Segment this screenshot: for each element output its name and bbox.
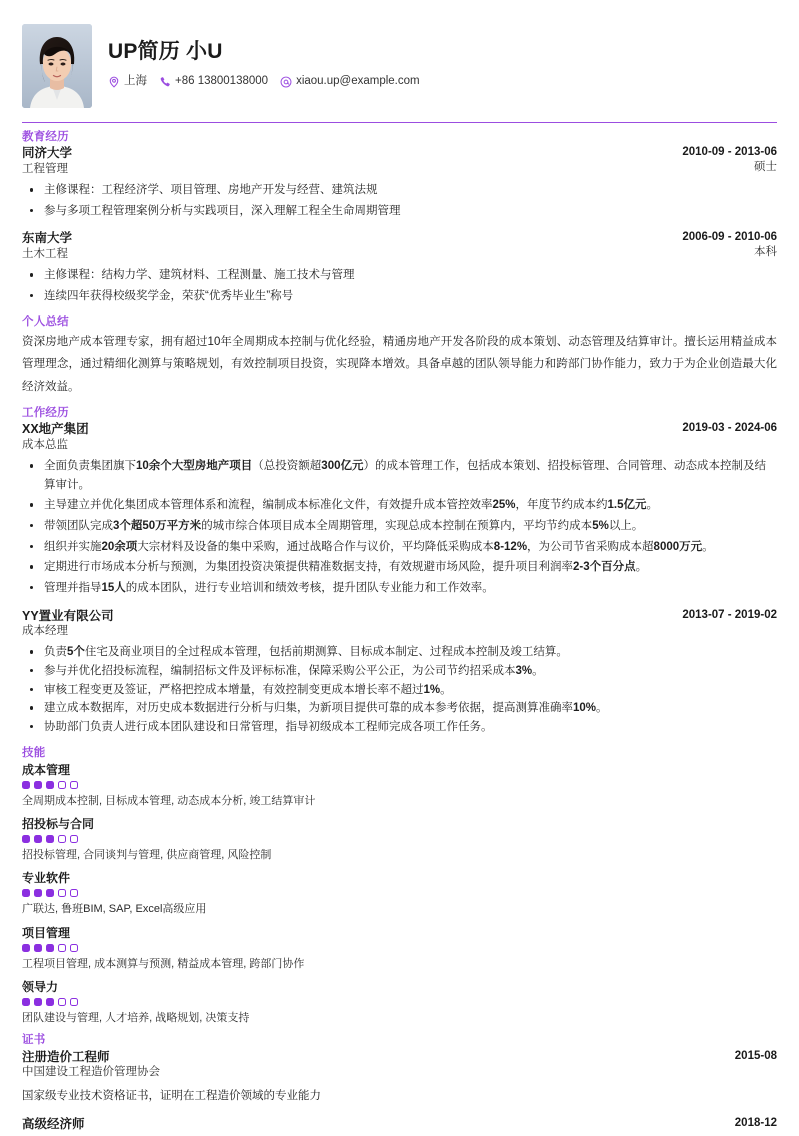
section-title-certificates: 证书 (22, 1034, 46, 1047)
list-item: 参与多项工程管理案例分析与实践项目，深入理解工程全生命周期管理 (22, 202, 777, 221)
skill-name: 专业软件 (22, 871, 71, 886)
skill-item (22, 870, 777, 917)
list-item: 审核工程变更及签证，严格把控成本增量，有效控制变更成本增长率不超过1%。 (22, 681, 777, 700)
skill-dot-filled (22, 781, 30, 789)
header-text (108, 24, 777, 89)
work-title: 成本总监 (22, 438, 68, 451)
skill-dot-filled (46, 835, 54, 843)
education-degree: 硕士 (754, 161, 777, 174)
skill-dot-filled (22, 998, 30, 1006)
section-title-skills: 技能 (22, 747, 46, 760)
work-company: YY置业有限公司 (22, 608, 114, 623)
contact-email-text: xiaou.up@example.com (296, 75, 420, 88)
education-date: 2006-09 - 2010-06 (682, 231, 777, 244)
contact-email (280, 75, 420, 89)
skill-name: 招投标与合同 (22, 817, 95, 832)
work-entry (22, 421, 777, 597)
skill-dot-empty (58, 889, 66, 897)
work-date: 2019-03 - 2024-06 (682, 422, 777, 435)
contact-location-text: 上海 (124, 75, 147, 88)
skill-dot-filled (34, 781, 42, 789)
section-work (22, 406, 777, 736)
work-company: XX地产集团 (22, 422, 89, 437)
skill-dot-empty (70, 944, 78, 952)
resume-header (22, 24, 777, 122)
section-education (22, 130, 777, 305)
email-at-icon (280, 76, 292, 88)
skill-dot-filled (46, 944, 54, 952)
education-degree: 本科 (754, 246, 777, 259)
education-entry (22, 145, 777, 220)
section-title-work: 工作经历 (22, 407, 69, 420)
certificate-date: 2018-12 (734, 1116, 777, 1129)
skill-dot-filled (34, 944, 42, 952)
skill-dot-filled (34, 889, 42, 897)
skill-description: 全周期成本控制, 目标成本管理, 动态成本分析, 竣工结算审计 (22, 794, 316, 807)
certificate-name: 高级经济师 (22, 1116, 85, 1131)
skill-name: 项目管理 (22, 925, 71, 940)
skill-level-dots (22, 944, 777, 952)
skill-level-dots (22, 835, 777, 843)
skill-dot-empty (70, 889, 78, 897)
contact-location (108, 75, 147, 89)
certificate-date: 2015-08 (734, 1049, 777, 1062)
skill-item (22, 925, 777, 972)
skill-dot-filled (22, 835, 30, 843)
candidate-name: UP简历 小U (108, 40, 223, 63)
list-item: 主修课程：结构力学、建筑材料、工程测量、施工技术与管理 (22, 266, 777, 285)
skill-description: 团队建设与管理, 人才培养, 战略规划, 决策支持 (22, 1011, 250, 1024)
skill-dot-filled (34, 998, 42, 1006)
skill-dot-empty (70, 998, 78, 1006)
list-item: 协助部门负责人进行成本团队建设和日常管理，指导初级成本工程师完成各项工作任务。 (22, 718, 777, 737)
certificate-description: 国家级专业技术资格证书，证明在工程造价领域的专业能力 (22, 1090, 321, 1103)
skill-dot-filled (46, 889, 54, 897)
work-title: 成本经理 (22, 624, 68, 637)
skill-dot-empty (58, 998, 66, 1006)
skill-level-dots (22, 889, 777, 897)
certificate-name: 注册造价工程师 (22, 1049, 110, 1064)
work-bullets (22, 457, 777, 597)
skill-level-dots (22, 998, 777, 1006)
skill-dot-empty (58, 781, 66, 789)
certificate-issuer: 中国建设工程造价管理协会 (22, 1065, 160, 1078)
location-pin-icon (108, 76, 120, 88)
work-bullets (22, 643, 777, 736)
skill-dot-filled (46, 781, 54, 789)
skill-dot-filled (46, 998, 54, 1006)
section-summary (22, 315, 777, 398)
skill-dot-filled (22, 944, 30, 952)
section-title-education: 教育经历 (22, 131, 69, 143)
list-item: 建立成本数据库，对历史成本数据进行分析与归集，为新项目提供可靠的成本参考依据，提高测算准确率10%。 (22, 699, 777, 718)
list-item: 组织并实施20余项大宗材料及设备的集中采购，通过战略合作与议价，平均降低采购成本8-12%，为公司节省采购成本超8000万元。 (22, 538, 777, 557)
section-skills (22, 746, 777, 1026)
phone-icon (159, 76, 171, 88)
section-title-summary: 个人总结 (22, 316, 69, 329)
skill-item (22, 762, 777, 809)
work-date: 2013-07 - 2019-02 (682, 608, 777, 621)
education-date: 2010-09 - 2013-06 (682, 146, 777, 159)
skill-name: 成本管理 (22, 762, 71, 777)
list-item: 参与并优化招投标流程，编制招标文件及评标标准，保障采购公平公正，为公司节约招采成本3%。 (22, 662, 777, 681)
education-major: 工程管理 (22, 162, 68, 175)
contact-phone-text: +86 13800138000 (175, 75, 269, 88)
skill-dot-filled (22, 889, 30, 897)
skill-level-dots (22, 781, 777, 789)
contact-list (108, 75, 777, 89)
list-item: 定期进行市场成本分析与预测，为集团投资决策提供精准数据支持，有效规避市场风险，提升项目利润率2-3个百分点。 (22, 558, 777, 577)
list-item: 主修课程：工程经济学、项目管理、房地产开发与经营、建筑法规 (22, 181, 777, 200)
skill-item (22, 979, 777, 1026)
skill-description: 招投标管理, 合同谈判与管理, 供应商管理, 风险控制 (22, 848, 272, 861)
work-entry (22, 608, 777, 737)
education-entry (22, 230, 777, 305)
list-item: 主导建立并优化集团成本管理体系和流程，编制成本标准化文件，有效提升成本管控效率25%，年度节约成本约1.5亿元。 (22, 496, 777, 515)
contact-phone (159, 75, 268, 89)
skill-dot-empty (58, 944, 66, 952)
skill-dot-empty (58, 835, 66, 843)
list-item: 负责5个住宅及商业项目的全过程成本管理，包括前期测算、目标成本制定、过程成本控制及竣工结算。 (22, 643, 777, 662)
summary-text: 资深房地产成本管理专家，拥有超过10年全周期成本控制与优化经验，精通房地产开发各阶段的成本策划、动态管理及结算审计。擅长运用精益成本管理理念，通过精细化测算与策略规划，有效控制项目投资，实现降本增效。具备卓越的团队领导能力和跨部门协作能力，致力于为企业创造最大化经济效益。 (22, 335, 777, 393)
skill-item (22, 816, 777, 863)
education-major: 土木工程 (22, 247, 68, 260)
list-item: 全面负责集团旗下10余个大型房地产项目（总投资额超300亿元）的成本管理工作，包括成本策划、招投标管理、合同管理、动态成本控制及结算审计。 (22, 457, 777, 494)
skill-dot-empty (70, 781, 78, 789)
list-item: 管理并指导15人的成本团队，进行专业培训和绩效考核，提升团队专业能力和工作效率。 (22, 579, 777, 598)
education-school: 东南大学 (22, 231, 73, 246)
education-bullets (22, 181, 777, 220)
education-school: 同济大学 (22, 146, 73, 161)
header-divider (22, 122, 777, 123)
skill-description: 广联达, 鲁班BIM, SAP, Excel高级应用 (22, 903, 207, 916)
skill-dot-empty (70, 835, 78, 843)
list-item: 连续四年获得校级奖学金，荣获“优秀毕业生”称号 (22, 287, 777, 306)
skill-description: 工程项目管理, 成本测算与预测, 精益成本管理, 跨部门协作 (22, 957, 305, 970)
list-item: 带领团队完成3个超50万平方米的城市综合体项目成本全周期管理，实现总成本控制在预算内，平均节约成本5%以上。 (22, 517, 777, 536)
certificate-entry (22, 1049, 777, 1106)
section-certificates (22, 1033, 777, 1132)
skill-dot-filled (34, 835, 42, 843)
avatar (22, 24, 92, 108)
education-bullets (22, 266, 777, 305)
skill-name: 领导力 (22, 980, 59, 995)
